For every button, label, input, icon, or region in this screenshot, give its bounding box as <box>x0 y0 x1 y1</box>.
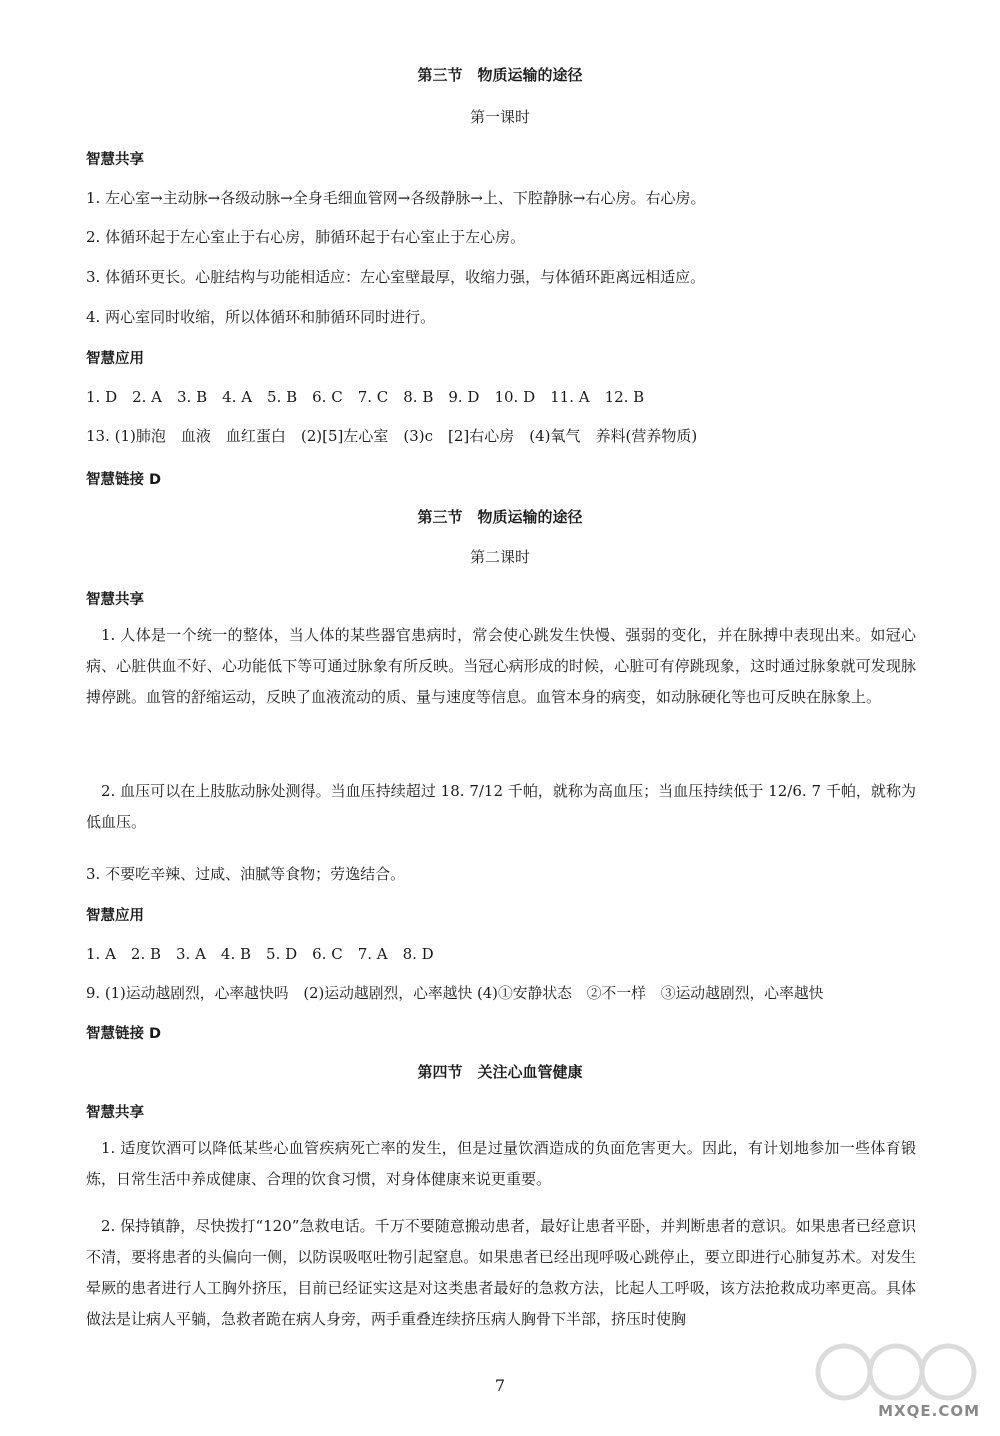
section-title: 第三节 物质运输的途径 <box>417 66 583 84</box>
share-heading: 智慧共享 <box>86 1105 144 1121</box>
answer-line: 2. 体循环起于左心室止于右心房，肺循环起于右心室止于左心房。 <box>86 228 526 246</box>
lesson-subtitle: 第一课时 <box>469 108 530 126</box>
answer-line: 13. (1)肺泡 血液 血红蛋白 (2)[5]左心室 (3)c [2]右心房 (4)氧气 养料(营养物质) <box>86 427 698 445</box>
choice-answers: 1. D 2. A 3. B 4. A 5. B 6. C 7. C 8. B 9. D 10. D 11. A 12. B <box>86 388 645 406</box>
apply-heading: 智慧应用 <box>86 351 144 367</box>
answer-paragraph: 2. 血压可以在上肢肱动脉处测得。当血压持续超过 18. 7/12 千帕，就称为高血压；当血压持续低于 12/6. 7 千帕，就称为低血压。 <box>86 782 916 831</box>
link-answer: 智慧链接 D <box>86 1026 162 1042</box>
answer-paragraph: 1. 人体是一个统一的整体，当人体的某些器官患病时，常会使心跳发生快慢、强弱的变化，并在脉搏中表现出来。如冠心病、心脏供血不好、心功能低下等可通过脉象有所反映。当冠心病形成的时候，心脏可有停跳现象，这时通过脉象就可发现脉搏停跳。血管的舒缩运动，反映了血液流动的质、量与速度等信息。血管本身的病变，如动脉硬化等也可反映在脉象上。 <box>86 626 916 706</box>
answer-line: 3. 体循环更长。心脏结构与功能相适应：左心室壁最厚，收缩力强，与体循环距离远相适应。 <box>86 268 706 286</box>
answer-line: 4. 两心室同时收缩，所以体循环和肺循环同时进行。 <box>86 308 436 326</box>
link-answer: 智慧链接 D <box>86 472 162 488</box>
section-title: 第三节 物质运输的途径 <box>417 508 583 526</box>
apply-heading: 智慧应用 <box>86 908 144 924</box>
answer-paragraph: 2. 保持镇静，尽快拨打“120”急救电话。千万不要随意搬动患者，最好让患者平卧，并判断患者的意识。如果患者已经意识不清，要将患者的头偏向一侧，以防误吸呕吐物引起窒息。如果患者已经出现呼吸心跳停止，要立即进行心肺复苏术。对发生晕厥的患者进行人工胸外挤压，目前已经证实这是对这类患者最好的急救方法，比起人工呼吸，该方法抢救成功率更高。具体做法是让病人平躺，急救者跪在病人身旁，两手重叠连续挤压病人胸骨下半部，挤压时使胸 <box>86 1217 916 1328</box>
answer-paragraph: 1. 适度饮酒可以降低某些心血管疾病死亡率的发生，但是过量饮酒造成的负面危害更大。因此，有计划地参加一些体育锻炼，日常生活中养成健康、合理的饮食习惯，对身体健康来说更重要。 <box>86 1139 916 1188</box>
answer-line: 9. (1)运动越剧烈，心率越快吗 (2)运动越剧烈，心率越快 (4)①安静状态 ②不一样 ③运动越剧烈，心率越快 <box>86 985 824 1002</box>
answer-line: 1. 左心室→主动脉→各级动脉→全身毛细血管网→各级静脉→上、下腔静脉→右心房。右心房。 <box>86 189 706 207</box>
page-number: 7 <box>494 1376 506 1395</box>
share-heading: 智慧共享 <box>86 152 144 168</box>
answer-line: 3. 不要吃辛辣、过咸、油腻等食物；劳逸结合。 <box>86 865 406 883</box>
lesson-subtitle: 第二课时 <box>469 548 530 566</box>
share-heading: 智慧共享 <box>86 592 144 608</box>
choice-answers: 1. A 2. B 3. A 4. B 5. D 6. C 7. A 8. D <box>86 945 434 963</box>
watermark-text: MXQE.COM <box>878 1402 980 1420</box>
section-title: 第四节 关注心血管健康 <box>417 1063 583 1081</box>
